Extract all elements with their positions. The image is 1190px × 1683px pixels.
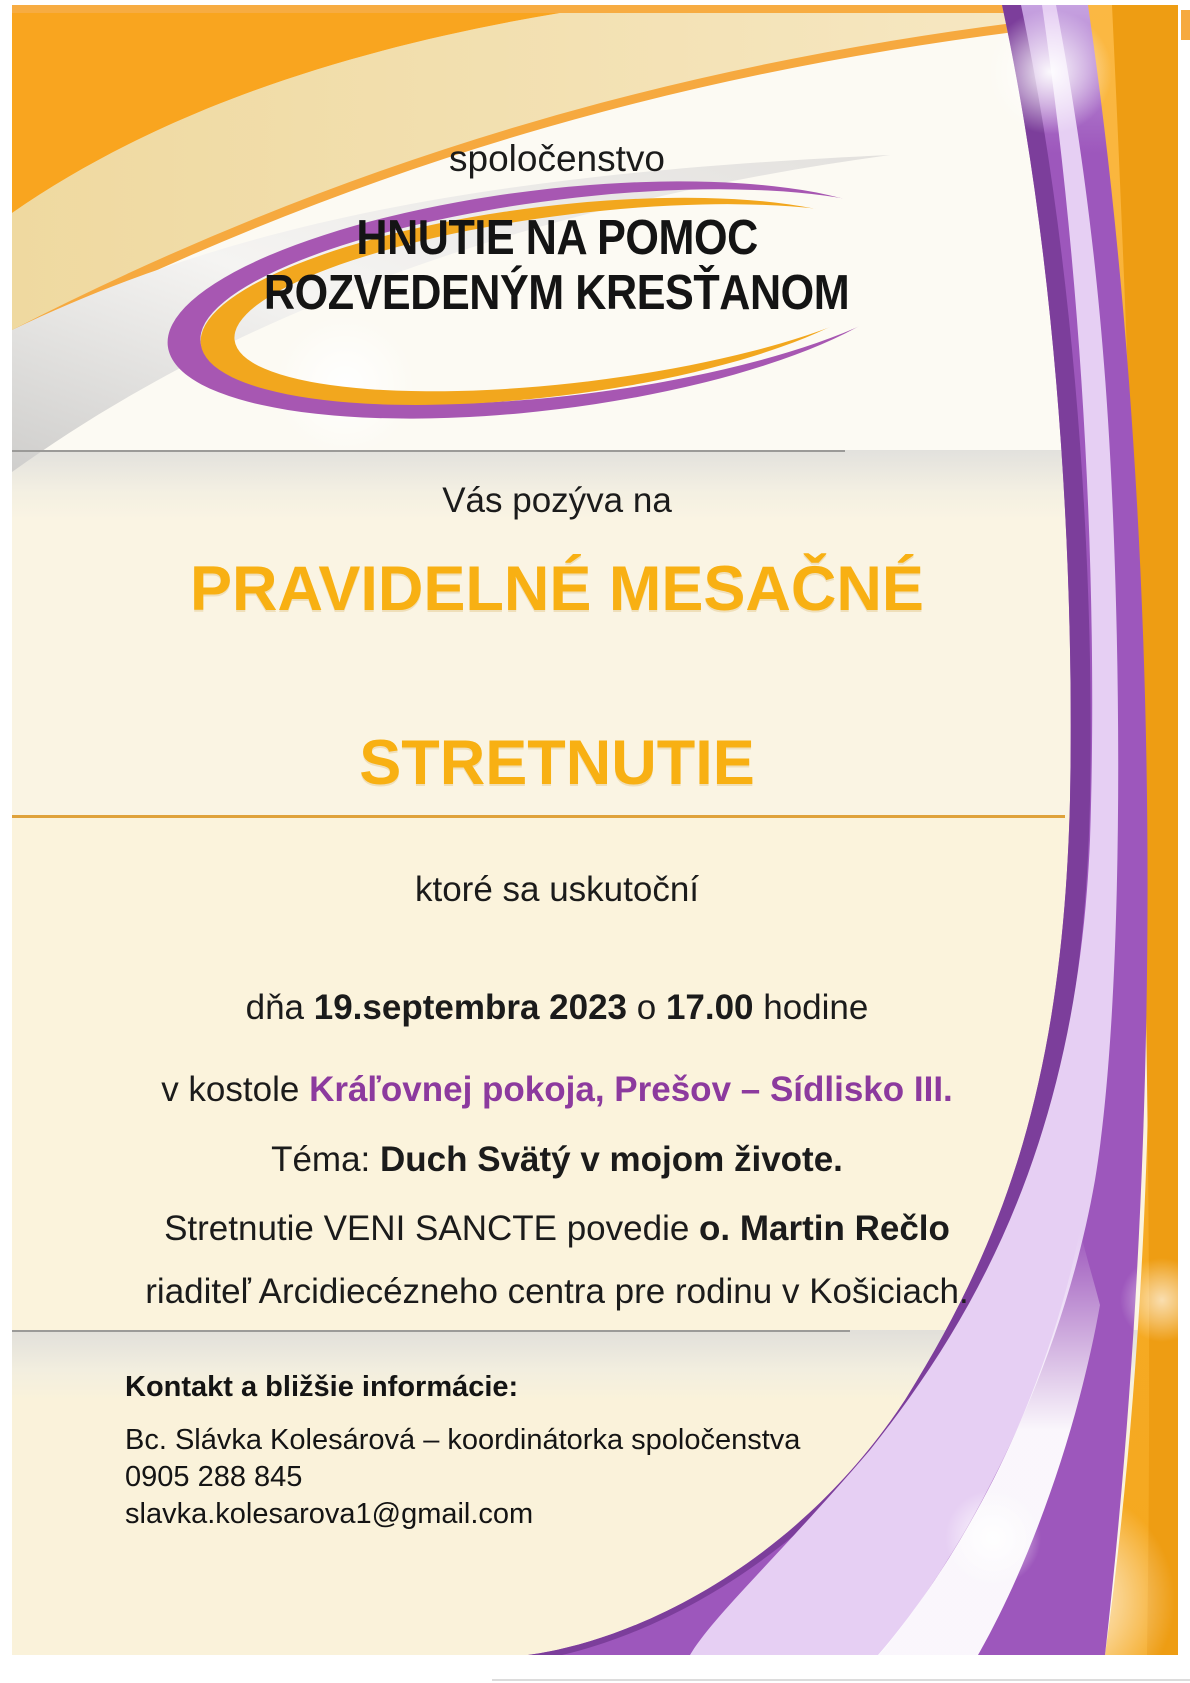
community-label: spoločenstvo (449, 138, 665, 179)
speaker-value: o. Martin Rečlo (699, 1209, 950, 1248)
event-title-line1: PRAVIDELNÉ MESAČNÉ (190, 554, 924, 624)
place-line (12, 1070, 1102, 1110)
topic-line (12, 1140, 1102, 1180)
place-value: Kráľovnej pokoja, Prešov – Sídlisko III. (309, 1070, 953, 1109)
event-title-line2: STRETNUTIE (359, 728, 755, 798)
event-intro: ktoré sa uskutoční (414, 870, 700, 909)
corner-mark (1181, 10, 1190, 40)
date-prefix: dňa (245, 988, 314, 1027)
topic-value: Duch Svätý v mojom živote. (380, 1140, 843, 1179)
time-value: 17.00 (665, 988, 754, 1027)
date-value: 19.septembra 2023 (313, 988, 628, 1027)
speaker-prefix: Stretnutie VENI SANCTE povedie (164, 1209, 700, 1248)
contact-email: slavka.kolesarova1@gmail.com (125, 1498, 534, 1530)
date-suffix: hodine (753, 988, 869, 1027)
date-mid: o (627, 988, 666, 1027)
bottom-edge-line (492, 1679, 1190, 1681)
divider-top (12, 450, 845, 452)
org-name-line2: ROZVEDENÝM KRESŤANOM (264, 266, 850, 320)
contact-phone: 0905 288 845 (125, 1461, 303, 1493)
date-line (12, 988, 1102, 1028)
place-prefix: v kostole (161, 1070, 310, 1109)
org-name (12, 211, 1102, 321)
divider-gold (12, 815, 1065, 818)
poster-content (12, 5, 1178, 1655)
divider-contact (12, 1330, 850, 1332)
contact-heading: Kontakt a bližšie informácie: (125, 1371, 519, 1403)
speaker-line (12, 1209, 1102, 1249)
topic-prefix: Téma: (271, 1140, 380, 1179)
speaker-role: riaditeľ Arcidiecézneho centra pre rodinu v Košiciach. (145, 1272, 969, 1311)
contact-name: Bc. Slávka Kolesárová – koordinátorka spoločenstva (125, 1424, 801, 1456)
invite-line: Vás pozýva na (442, 481, 672, 520)
contact-block (125, 1422, 800, 1533)
org-name-line1: HNUTIE NA POMOC (356, 211, 758, 265)
